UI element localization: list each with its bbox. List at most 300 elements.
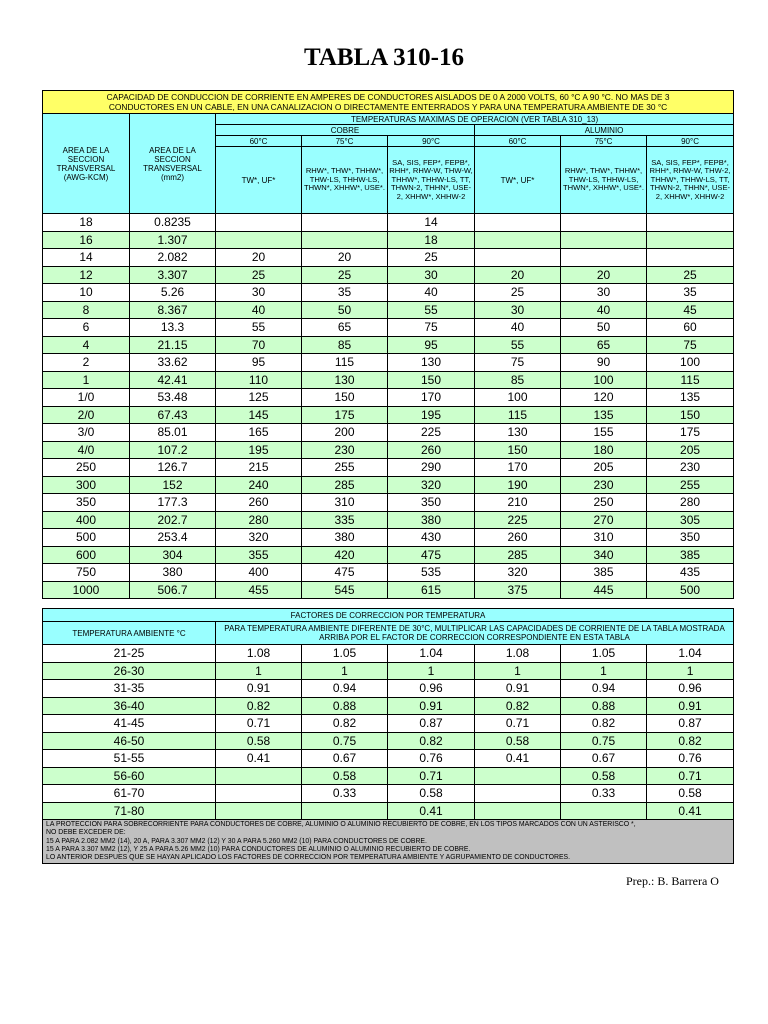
table-cell: [561, 214, 647, 232]
table-row: [43, 697, 734, 715]
table-cell: 95: [216, 354, 302, 372]
table-cell: 0.58: [302, 767, 388, 785]
table-cell: 0.41: [647, 802, 734, 820]
table-cell: 85.01: [130, 424, 216, 442]
table-cell: 177.3: [130, 494, 216, 512]
table-cell: 70: [216, 336, 302, 354]
table-cell: [216, 214, 302, 232]
table-cell: 255: [302, 459, 388, 477]
table-cell: 280: [216, 511, 302, 529]
table-cell: 40: [475, 319, 561, 337]
table-cell: 320: [475, 564, 561, 582]
table-row: [43, 645, 734, 663]
table-cell: 71-80: [43, 802, 216, 820]
table-cell: [216, 785, 302, 803]
table-cell: 260: [475, 529, 561, 547]
table-cell: 400: [43, 511, 130, 529]
table-cell: 107.2: [130, 441, 216, 459]
table-cell: [647, 249, 734, 267]
table-cell: 290: [388, 459, 475, 477]
table-cell: 46-50: [43, 732, 216, 750]
table-cell: 180: [561, 441, 647, 459]
table-cell: 145: [216, 406, 302, 424]
table-cell: [216, 767, 302, 785]
table-cell: 385: [561, 564, 647, 582]
header-al-90: 90°C: [647, 136, 734, 147]
table-cell: 125: [216, 389, 302, 407]
table-cell: 1.05: [561, 645, 647, 663]
note-line: 15 A PARA 2.082 MM2 (14), 20 A, PARA 3.307 MM2 (12) Y 30 A PARA 5.260 MM2 (10) PARA CONDUCTORES DE COBRE.: [46, 837, 427, 845]
table-cell: 25: [388, 249, 475, 267]
types-al-90: SA, SIS, FEP*, FEPB*, RHH*, RHW-W, THW-2, THHW*, THHW-LS, TT, THWN-2, THHN*, USE-2, XHHW*, XHHW-2: [647, 147, 734, 214]
table-cell: 1: [388, 662, 475, 680]
header-aluminio: ALUMINIO: [475, 125, 734, 136]
table-cell: 1000: [43, 581, 130, 599]
table-cell: 55: [475, 336, 561, 354]
table-cell: 1.307: [130, 231, 216, 249]
table-cell: [561, 802, 647, 820]
caption-line-1: CAPACIDAD DE CONDUCCION DE CORRIENTE EN AMPERES DE CONDUCTORES AISLADOS DE 0 A 2000 VOLTS, 60 °C A 90 °C. NO MAS DE 3: [106, 92, 670, 102]
header-mm2: AREA DE LA SECCION TRANSVERSAL (mm2): [130, 114, 216, 214]
table-cell: 20: [561, 266, 647, 284]
table-cell: [302, 214, 388, 232]
table-cell: 205: [647, 441, 734, 459]
table-cell: 285: [302, 476, 388, 494]
table-cell: 75: [388, 319, 475, 337]
table-cell: 175: [302, 406, 388, 424]
table-cell: 255: [647, 476, 734, 494]
table-cell: 40: [561, 301, 647, 319]
table-cell: 16: [43, 231, 130, 249]
table-cell: 0.71: [216, 715, 302, 733]
table-cell: 36-40: [43, 697, 216, 715]
table-row: [43, 249, 734, 267]
table-cell: 230: [561, 476, 647, 494]
table-cell: 0.41: [388, 802, 475, 820]
table-cell: 25: [647, 266, 734, 284]
table-cell: 0.91: [216, 680, 302, 698]
table-cell: 225: [388, 424, 475, 442]
table-row: [43, 680, 734, 698]
table-cell: 1: [43, 371, 130, 389]
table-cell: [647, 214, 734, 232]
types-al-75: RHW*, THW*, THHW*, THW-LS, THHW-LS, THWN*, XHHW*, USE*.: [561, 147, 647, 214]
table-cell: 0.87: [388, 715, 475, 733]
table-cell: 0.71: [647, 767, 734, 785]
table-cell: 230: [302, 441, 388, 459]
table-cell: 1: [302, 662, 388, 680]
table-row: [43, 214, 734, 232]
table-cell: 55: [216, 319, 302, 337]
table-row: [43, 662, 734, 680]
table-cell: 500: [647, 581, 734, 599]
header-ambient-temp: TEMPERATURA AMBIENTE °C: [43, 622, 216, 645]
table-row: [43, 715, 734, 733]
table-cell: 1.08: [475, 645, 561, 663]
table-cell: [302, 231, 388, 249]
table-cell: 150: [475, 441, 561, 459]
correction-table: [42, 608, 734, 864]
table-cell: 115: [475, 406, 561, 424]
table-cell: 250: [561, 494, 647, 512]
table-cell: 110: [216, 371, 302, 389]
table-row: [43, 336, 734, 354]
table-cell: 135: [647, 389, 734, 407]
table-cell: 210: [475, 494, 561, 512]
notes: [43, 820, 734, 864]
table-cell: 270: [561, 511, 647, 529]
table-cell: 310: [302, 494, 388, 512]
table-cell: 25: [216, 266, 302, 284]
table-cell: 67.43: [130, 406, 216, 424]
table-cell: 335: [302, 511, 388, 529]
table-cell: 320: [388, 476, 475, 494]
table-cell: 41-45: [43, 715, 216, 733]
table-cell: 130: [302, 371, 388, 389]
table-cell: 615: [388, 581, 475, 599]
table-cell: [475, 249, 561, 267]
table-cell: 0.91: [388, 697, 475, 715]
table-cell: 55: [388, 301, 475, 319]
table-cell: 375: [475, 581, 561, 599]
table-cell: 500: [43, 529, 130, 547]
table-cell: 0.76: [647, 750, 734, 768]
table-cell: 18: [388, 231, 475, 249]
table-cell: 1.08: [216, 645, 302, 663]
table-cell: 350: [43, 494, 130, 512]
table-cell: [475, 214, 561, 232]
table-cell: 260: [388, 441, 475, 459]
table-cell: 85: [302, 336, 388, 354]
table-cell: 150: [388, 371, 475, 389]
table-cell: 0.96: [388, 680, 475, 698]
table-cell: 170: [388, 389, 475, 407]
table-cell: 130: [388, 354, 475, 372]
table-cell: 260: [216, 494, 302, 512]
table-cell: 600: [43, 546, 130, 564]
table-cell: 0.41: [475, 750, 561, 768]
note-line: NO DEBE EXCEDER DE:: [46, 829, 126, 837]
table-cell: 42.41: [130, 371, 216, 389]
table-cell: 0.82: [561, 715, 647, 733]
table-cell: [302, 802, 388, 820]
table-cell: 25: [302, 266, 388, 284]
header-cu-75: 75°C: [302, 136, 388, 147]
table-row: [43, 459, 734, 477]
table-cell: 31-35: [43, 680, 216, 698]
table-cell: 100: [475, 389, 561, 407]
table-cell: 53.48: [130, 389, 216, 407]
table-row: [43, 767, 734, 785]
table-cell: [561, 231, 647, 249]
table-cell: 20: [302, 249, 388, 267]
table-cell: 435: [647, 564, 734, 582]
table-cell: 0.82: [475, 697, 561, 715]
table-cell: 21.15: [130, 336, 216, 354]
table-cell: 3/0: [43, 424, 130, 442]
note-line: LA PROTECCION PARA SOBRECORRIENTE PARA CONDUCTORES DE COBRE, ALUMINIO O ALUMINIO RECUBIERTO DE COBRE, EN LOS TIPOS MARCADOS CON UN ASTERISCO *,: [46, 821, 636, 828]
table-cell: 165: [216, 424, 302, 442]
table-row: [43, 476, 734, 494]
table-caption: [43, 91, 734, 114]
table-cell: [216, 802, 302, 820]
table-cell: 420: [302, 546, 388, 564]
types-al-60: TW*, UF*: [475, 147, 561, 214]
table-cell: 115: [302, 354, 388, 372]
table-cell: 40: [216, 301, 302, 319]
table-cell: 215: [216, 459, 302, 477]
table-cell: 120: [561, 389, 647, 407]
table-cell: 20: [216, 249, 302, 267]
table-cell: 51-55: [43, 750, 216, 768]
table-cell: 0.94: [561, 680, 647, 698]
table-cell: 40: [388, 284, 475, 302]
table-cell: 0.67: [561, 750, 647, 768]
table-cell: 0.33: [302, 785, 388, 803]
table-cell: 115: [647, 371, 734, 389]
table-cell: 65: [302, 319, 388, 337]
table-cell: 0.58: [475, 732, 561, 750]
table-row: [43, 785, 734, 803]
table-cell: 50: [302, 301, 388, 319]
table-cell: 195: [388, 406, 475, 424]
table-row: [43, 301, 734, 319]
table-cell: 1.04: [388, 645, 475, 663]
table-cell: 0.88: [561, 697, 647, 715]
table-cell: 305: [647, 511, 734, 529]
table-cell: 0.58: [561, 767, 647, 785]
table-row: [43, 424, 734, 442]
table-cell: 340: [561, 546, 647, 564]
table-cell: 430: [388, 529, 475, 547]
table-cell: 0.88: [302, 697, 388, 715]
table-cell: 2/0: [43, 406, 130, 424]
table-cell: [475, 767, 561, 785]
table-cell: 320: [216, 529, 302, 547]
table-cell: 0.91: [647, 697, 734, 715]
table-row: [43, 802, 734, 820]
table-cell: 195: [216, 441, 302, 459]
table-cell: 30: [475, 301, 561, 319]
table-cell: 2.082: [130, 249, 216, 267]
table-cell: 0.71: [475, 715, 561, 733]
table-cell: 300: [43, 476, 130, 494]
table-cell: 253.4: [130, 529, 216, 547]
table-cell: 455: [216, 581, 302, 599]
table-cell: 35: [647, 284, 734, 302]
table-cell: 0.94: [302, 680, 388, 698]
table-cell: 6: [43, 319, 130, 337]
header-awg: AREA DE LA SECCION TRANSVERSAL (AWG-KCM): [43, 114, 130, 214]
table-cell: 14: [388, 214, 475, 232]
table-cell: 750: [43, 564, 130, 582]
table-cell: 202.7: [130, 511, 216, 529]
table-cell: 380: [302, 529, 388, 547]
table-cell: 3.307: [130, 266, 216, 284]
page-title: TABLA 310-16: [304, 44, 464, 71]
table-cell: 280: [647, 494, 734, 512]
table-cell: 1: [561, 662, 647, 680]
table-cell: 30: [388, 266, 475, 284]
table-cell: 0.82: [647, 732, 734, 750]
table-cell: 175: [647, 424, 734, 442]
table-cell: [647, 231, 734, 249]
table-cell: 13.3: [130, 319, 216, 337]
correction-rows: [43, 645, 734, 820]
table-cell: 1: [647, 662, 734, 680]
table-cell: 152: [130, 476, 216, 494]
table-cell: 8.367: [130, 301, 216, 319]
table-cell: 8: [43, 301, 130, 319]
table-cell: 10: [43, 284, 130, 302]
table-cell: 0.75: [302, 732, 388, 750]
header-cobre: COBRE: [216, 125, 475, 136]
table-cell: 0.58: [388, 785, 475, 803]
table-cell: 0.67: [302, 750, 388, 768]
table-cell: [475, 802, 561, 820]
table-row: [43, 231, 734, 249]
table-cell: 190: [475, 476, 561, 494]
table-cell: [475, 785, 561, 803]
table-cell: 30: [561, 284, 647, 302]
table-cell: 100: [561, 371, 647, 389]
table-cell: 355: [216, 546, 302, 564]
table-cell: 45: [647, 301, 734, 319]
table-cell: 506.7: [130, 581, 216, 599]
table-row: [43, 494, 734, 512]
table-cell: 21-25: [43, 645, 216, 663]
table-row: [43, 406, 734, 424]
types-cu-60: TW*, UF*: [216, 147, 302, 214]
table-row: [43, 511, 734, 529]
table-cell: [475, 231, 561, 249]
table-cell: 380: [388, 511, 475, 529]
table-row: [43, 441, 734, 459]
table-cell: 25: [475, 284, 561, 302]
table-cell: 1/0: [43, 389, 130, 407]
table-cell: 150: [302, 389, 388, 407]
table-cell: 285: [475, 546, 561, 564]
correction-description: PARA TEMPERATURA AMBIENTE DIFERENTE DE 30°C, MULTIPLICAR LAS CAPACIDADES DE CORRIENTE DE LA TABLA MOSTRADA ARRIBA POR EL FACTOR DE CORRECCION CORRESPONDIENTE EN ESTA TABLA: [216, 622, 734, 645]
table-cell: 475: [302, 564, 388, 582]
types-cu-90: SA, SIS, FEP*, FEPB*, RHH*, RHW-W, THW-W, THHW*, THHW-LS, TT, THWN-2, THHN*, USE-2, XHHW*, XHHW-2: [388, 147, 475, 214]
table-cell: 75: [475, 354, 561, 372]
table-cell: 61-70: [43, 785, 216, 803]
header-cu-90: 90°C: [388, 136, 475, 147]
note-line: 15 A PARA 3.307 MM2 (12), Y 25 A PARA 5.26 MM2 (10) PARA CONDUCTORES DE ALUMINIO O ALUMINIO RECUBIERTO DE COBRE.: [46, 845, 471, 853]
table-cell: 50: [561, 319, 647, 337]
table-cell: 1.05: [302, 645, 388, 663]
table-cell: 380: [130, 564, 216, 582]
table-cell: 0.82: [216, 697, 302, 715]
table-cell: [216, 231, 302, 249]
header-cu-60: 60°C: [216, 136, 302, 147]
table-cell: 135: [561, 406, 647, 424]
ampacity-table: [42, 90, 734, 599]
table-cell: 56-60: [43, 767, 216, 785]
table-row: [43, 354, 734, 372]
table-cell: 130: [475, 424, 561, 442]
note-line: LO ANTERIOR DESPUES QUE SE HAYAN APLICADO LOS FACTORES DE CORRECCION POR TEMPERATURA AMBIENTE Y AGRUPAMIENTO DE CONDUCTORES.: [46, 854, 571, 862]
table-cell: 150: [647, 406, 734, 424]
table-cell: 475: [388, 546, 475, 564]
table-cell: 35: [302, 284, 388, 302]
table-row: [43, 564, 734, 582]
table-cell: 0.76: [388, 750, 475, 768]
table-cell: 445: [561, 581, 647, 599]
table-cell: 240: [216, 476, 302, 494]
table-cell: 350: [647, 529, 734, 547]
table-cell: 100: [647, 354, 734, 372]
table-cell: 60: [647, 319, 734, 337]
table-cell: 155: [561, 424, 647, 442]
table-cell: 90: [561, 354, 647, 372]
table-cell: 4: [43, 336, 130, 354]
table-row: [43, 546, 734, 564]
table-cell: 545: [302, 581, 388, 599]
table-row: [43, 581, 734, 599]
table-row: [43, 319, 734, 337]
table-row: [43, 371, 734, 389]
table-cell: 0.91: [475, 680, 561, 698]
table-cell: 95: [388, 336, 475, 354]
table-cell: 0.41: [216, 750, 302, 768]
ampacity-rows: [43, 214, 734, 599]
table-cell: 65: [561, 336, 647, 354]
table-cell: 0.8235: [130, 214, 216, 232]
table-cell: 5.26: [130, 284, 216, 302]
table-cell: 385: [647, 546, 734, 564]
table-cell: 0.82: [388, 732, 475, 750]
table-cell: 200: [302, 424, 388, 442]
table-cell: 400: [216, 564, 302, 582]
table-cell: 535: [388, 564, 475, 582]
table-cell: 304: [130, 546, 216, 564]
table-cell: 1: [475, 662, 561, 680]
table-cell: 230: [647, 459, 734, 477]
table-cell: 33.62: [130, 354, 216, 372]
table-cell: 4/0: [43, 441, 130, 459]
table-cell: 310: [561, 529, 647, 547]
table-row: [43, 732, 734, 750]
table-row: [43, 284, 734, 302]
table-cell: 350: [388, 494, 475, 512]
table-cell: 126.7: [130, 459, 216, 477]
table-row: [43, 750, 734, 768]
caption-line-2: CONDUCTORES EN UN CABLE, EN UNA CANALIZACION O DIRECTAMENTE ENTERRADOS Y PARA UNA TEMPERATURA AMBIENTE DE 30 °C: [108, 102, 668, 112]
table-cell: 0.82: [302, 715, 388, 733]
table-row: [43, 266, 734, 284]
table-row: [43, 389, 734, 407]
table-cell: 75: [647, 336, 734, 354]
table-cell: 30: [216, 284, 302, 302]
table-cell: 14: [43, 249, 130, 267]
table-cell: [561, 249, 647, 267]
table-cell: 85: [475, 371, 561, 389]
prepared-by: Prep.: B. Barrera O: [626, 874, 719, 888]
table-cell: 170: [475, 459, 561, 477]
table-cell: 0.96: [647, 680, 734, 698]
table-row: [43, 529, 734, 547]
table-cell: 20: [475, 266, 561, 284]
table-cell: 1: [216, 662, 302, 680]
table-cell: 0.75: [561, 732, 647, 750]
table-cell: 18: [43, 214, 130, 232]
header-al-75: 75°C: [561, 136, 647, 147]
types-cu-75: RHW*, THW*, THHW*, THW-LS, THHW-LS, THWN*, XHHW*, USE*.: [302, 147, 388, 214]
table-cell: 0.87: [647, 715, 734, 733]
table-cell: 205: [561, 459, 647, 477]
